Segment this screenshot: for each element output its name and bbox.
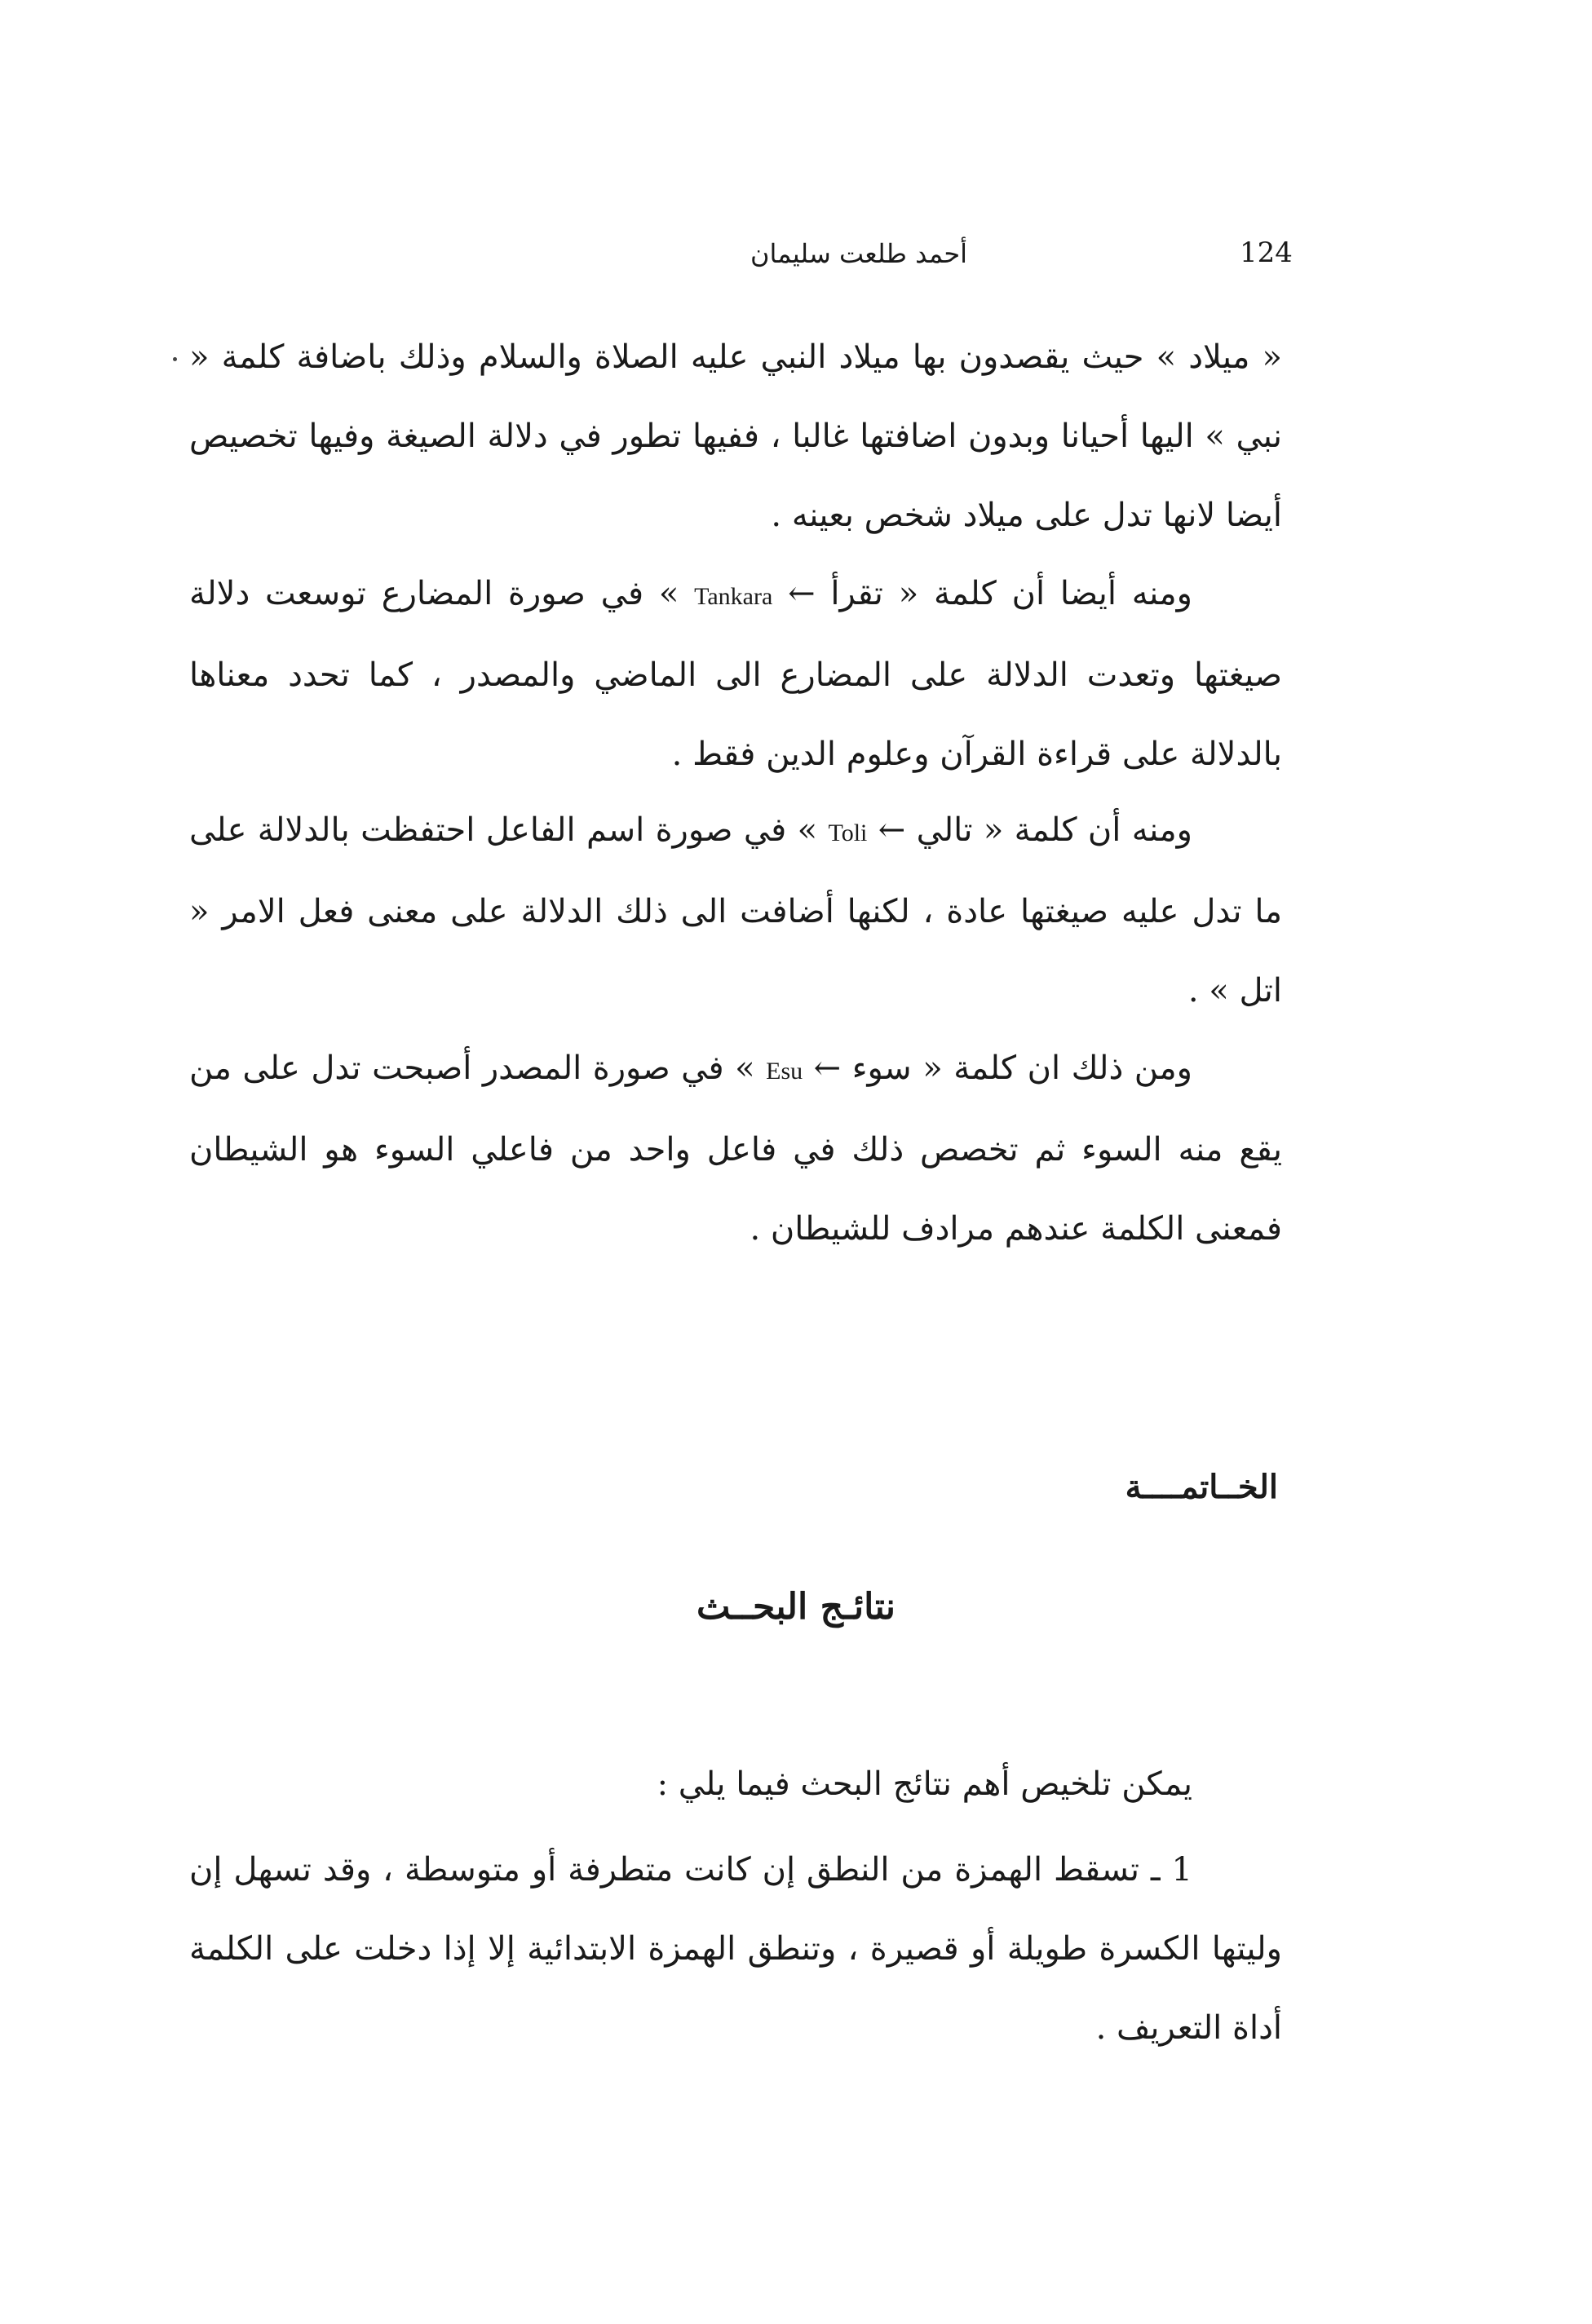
paragraph-tankara — [189, 554, 1282, 794]
paragraph-esu — [189, 1029, 1282, 1269]
ink-speck — [173, 357, 177, 361]
paragraph-milad: « ميلاد » حيث يقصدون بها ميلاد النبي عليه الصلاة والسلام وذلك باضافة كلمة « نبي » اليها أحيانا وبدون اضافتها غالبا ، ففيها تطور في دلالة الصيغة وفيها تخصيص أيضا لانها تدل على ميلاد شخص بعينه . — [189, 338, 1282, 534]
paragraph-text: » في صورة المصدر أصبحت تدل على من يقع منه السوء ثم تخصص ذلك في فاعل واحد من فاعلي السوء هو الشيطان فمعنى الكلمة عندهم مرادف للشيطان . — [189, 1049, 1282, 1248]
paragraph-result-1: 1 ـ تسقط الهمزة من النطق إن كانت متطرفة أو متوسطة ، وقد تسهل إن وليتها الكسرة طويلة أو قصيرة ، وتنطق الهمزة الابتدائية إلا إذا دخلت على الكلمة أداة التعريف . — [189, 1851, 1282, 2047]
page-header — [179, 236, 1293, 285]
latin-term: Tankara — [694, 583, 773, 610]
subheading-results: نتائـج البحــث — [696, 1586, 896, 1628]
running-head: أحمد طلعت سليمان — [750, 238, 968, 269]
latin-term: Toli — [828, 820, 868, 846]
paragraph-text: ومنه أن كلمة « تالي ← — [867, 811, 1192, 849]
page-number: 124 — [1240, 236, 1293, 269]
latin-term: Esu — [766, 1058, 803, 1085]
section-heading-conclusion: الخــاتمــــة — [1125, 1468, 1278, 1506]
paragraph-text: » في صورة اسم الفاعل احتفظت بالدلالة على ما تدل عليه صيغتها عادة ، لكنها أضافت الى ذلك الدلالة على معنى فعل الامر « اتل » . — [189, 811, 1282, 1010]
paragraph-results-intro: يمكن تلخيص أهم نتائج البحث فيما يلي : — [657, 1765, 1192, 1803]
paragraph-text: » في صورة المضارع توسعت دلالة صيغتها وتعدت الدلالة على المضارع الى الماضي والمصدر ، كما تحدد معناها بالدلالة على قراءة القرآن وعلوم الدين فقط . — [189, 575, 1282, 773]
paragraph-text: ومنه أيضا أن كلمة « تقرأ ← — [772, 575, 1192, 612]
paragraph-toli — [189, 791, 1282, 1031]
paragraph-text: ومن ذلك ان كلمة « سوء ← — [803, 1049, 1192, 1087]
